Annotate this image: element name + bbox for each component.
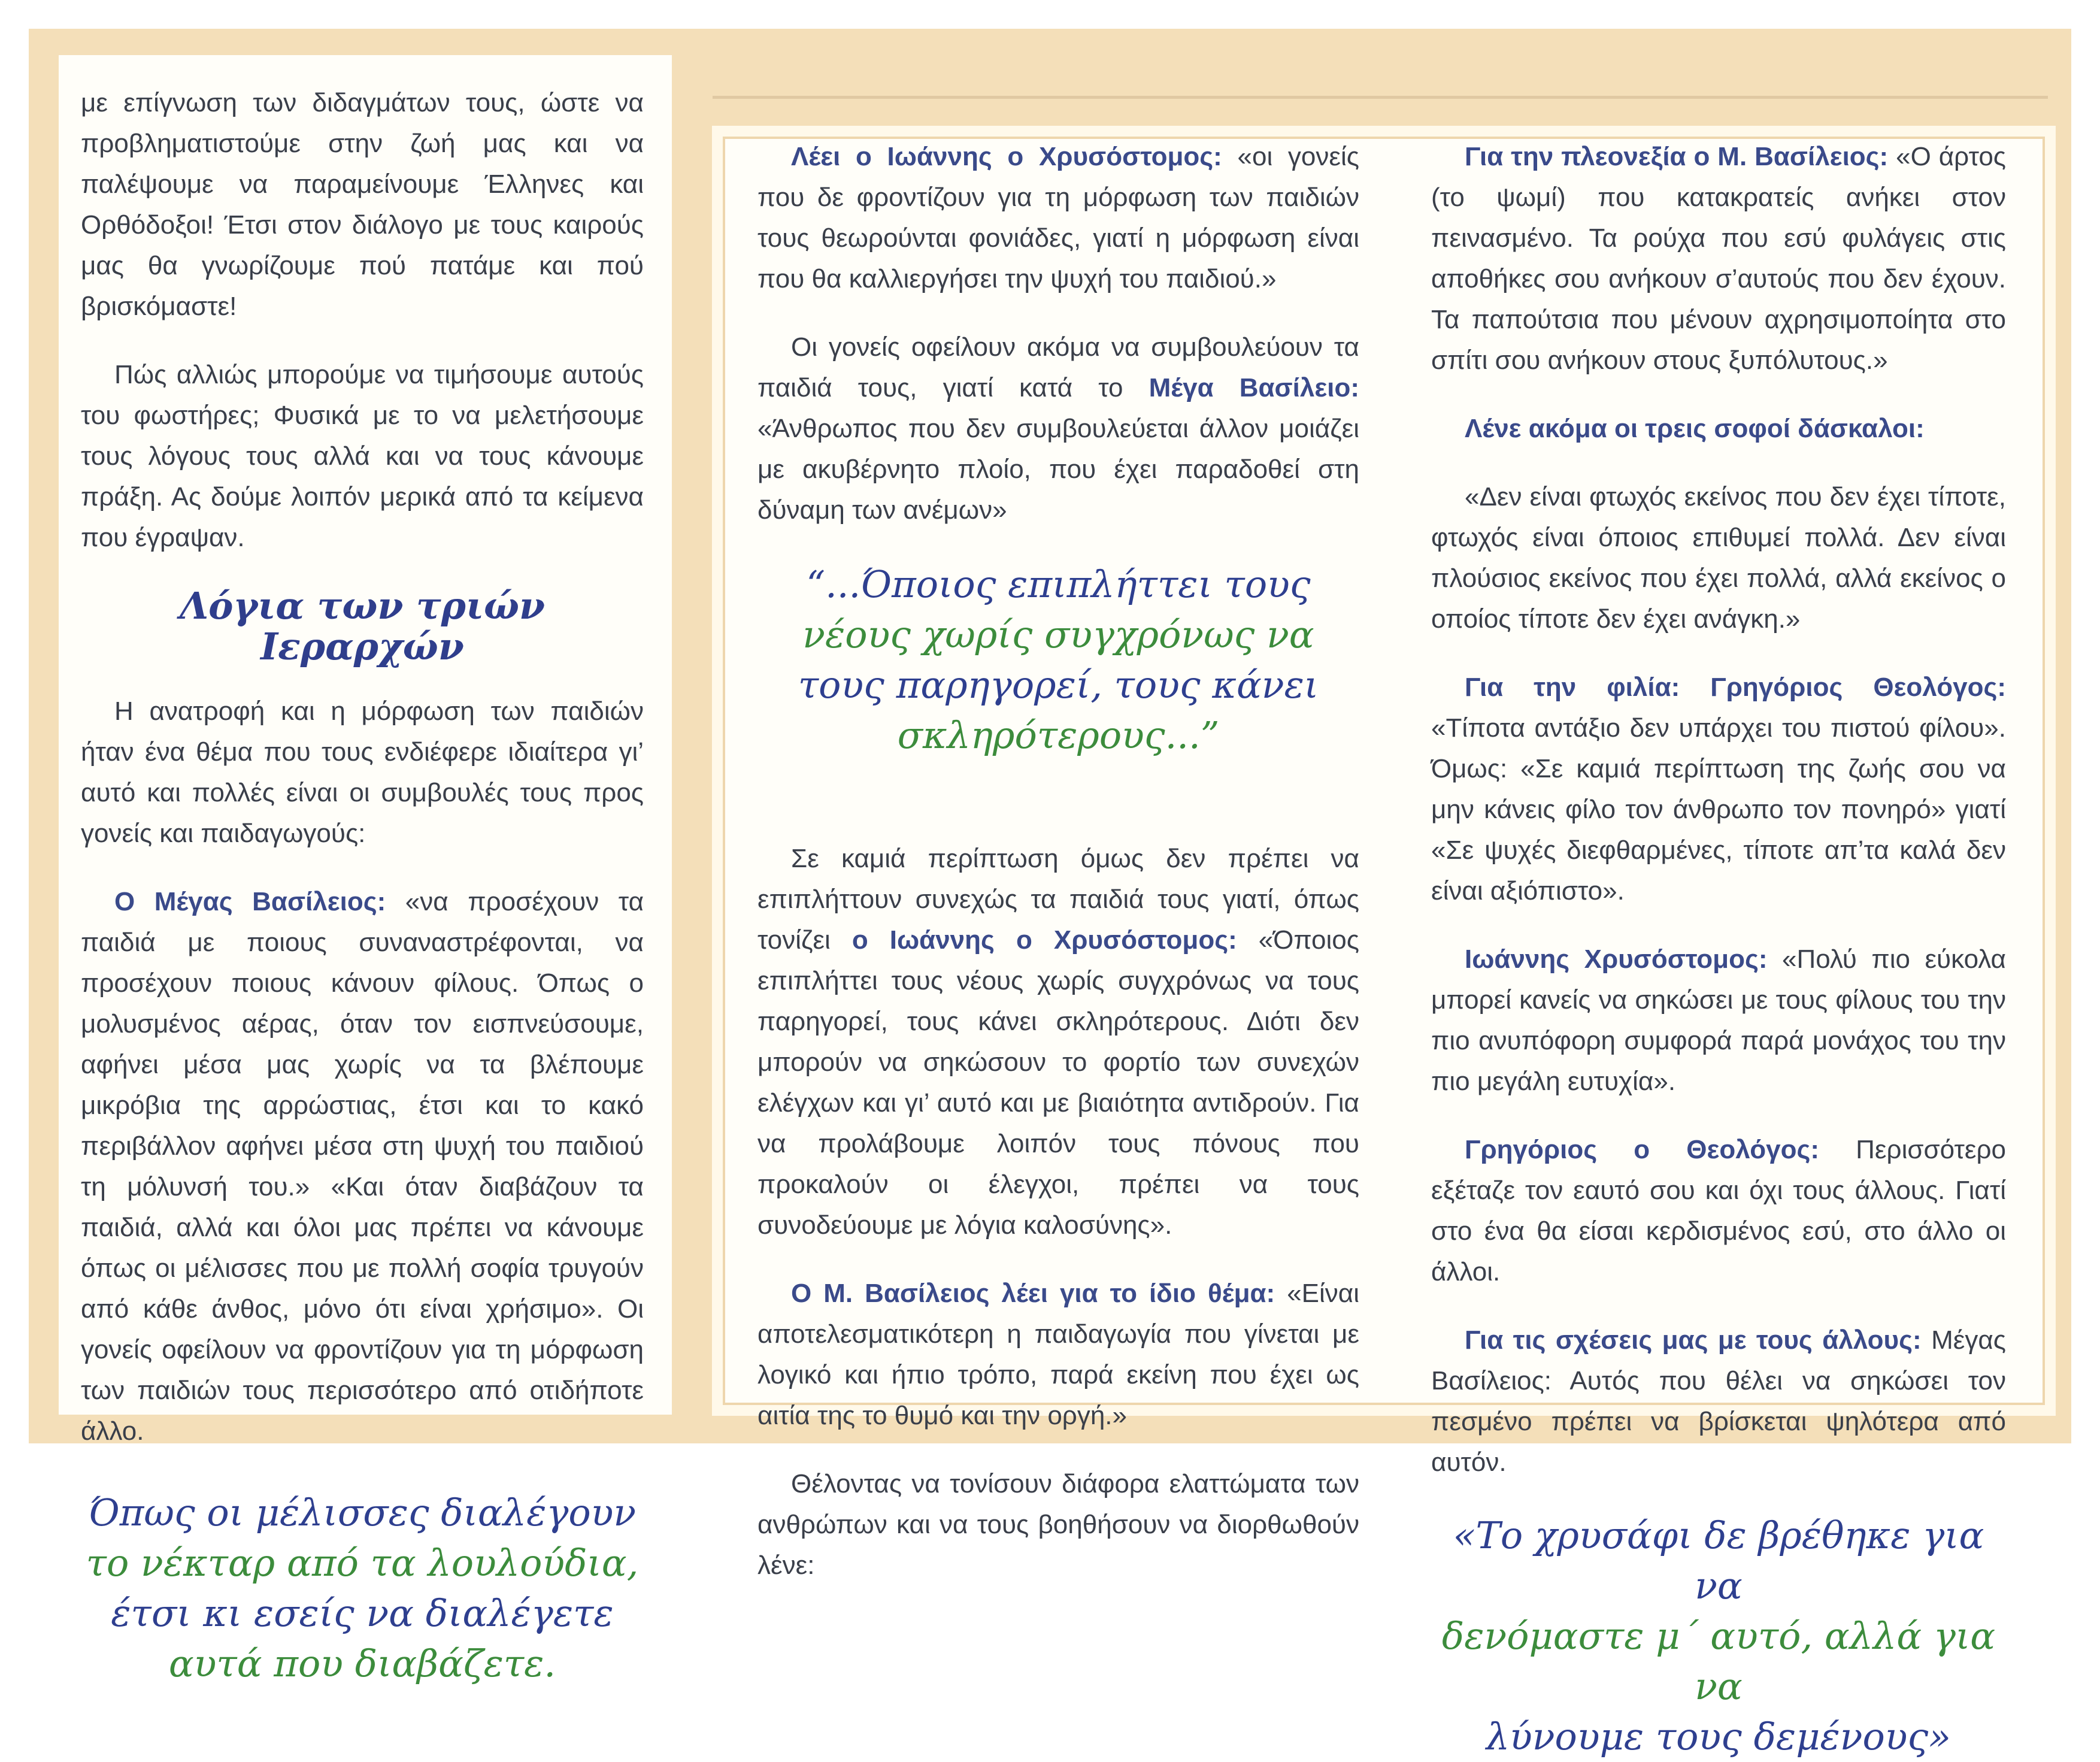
speaker-label: Λέει ο Ιωάννης ο Χρυσόστομος: xyxy=(791,142,1222,171)
paragraph xyxy=(1431,667,2006,912)
quote-line: Όπως οι μέλισσες διαλέγουν xyxy=(88,1491,637,1534)
paragraph-text: «Ο άρτος (το ψωμί) που κατακρατείς ανήκει στον πεινασμένο. Τα ρούχα που εσύ φυλάγεις στις αποθήκες σου ανήκουν σ’αυτούς που δεν έχουν. Τα παπούτσια που μένουν αχρησιμοποίητα στο σπίτι σου ανήκουν στους ξυπόλυτους.» xyxy=(1431,142,2007,375)
column-2 xyxy=(757,137,1359,1613)
paragraph-text: Οι γονείς οφείλουν ακόμα να συμβουλεύουν τα παιδιά τους, γιατί κατά το xyxy=(757,332,1359,402)
speaker-label: Ο Μ. Βασίλειος λέει για το ίδιο θέμα: xyxy=(791,1279,1275,1308)
paragraph: «Δεν είναι φτωχός εκείνος που δεν έχει τίποτε, φτωχός είναι όποιος επιθυμεί πολλά. Δεν είναι πλούσιος εκείνος που έχει πολλά, αλλά εκείνος ο οποίος τίποτε δεν έχει ανάγκη.» xyxy=(1431,482,2006,634)
speaker-label: Για την πλεονεξία ο Μ. Βασίλειος: xyxy=(1465,142,1889,171)
speaker-label: Ο Μέγας Βασίλειος: xyxy=(114,887,386,916)
speaker-label: Γρηγόριος ο Θεολόγος: xyxy=(1465,1135,1819,1164)
column-3 xyxy=(1431,137,2006,1762)
paragraph xyxy=(1431,1320,2006,1483)
paragraph xyxy=(81,882,644,1452)
quote-line: λύνουμε τους δεμένους» xyxy=(1486,1715,1951,1758)
divider-line xyxy=(713,96,2048,99)
paragraph xyxy=(1431,137,2006,381)
pull-quote xyxy=(81,1488,644,1689)
paragraph: Η ανατροφή και η μόρφωση των παιδιών ήταν ένα θέμα που τους ενδιέφερε ιδιαίτερα γι’ αυτό και πολλές είναι οι συμβουλές τους προς γονείς και παιδαγωγούς: xyxy=(81,697,644,848)
quote-line: αυτά που διαβάζετε. xyxy=(168,1642,556,1685)
quote-line: “...Όποιος επιπλήττει τους xyxy=(806,562,1311,606)
paragraph: Θέλοντας να τονίσουν διάφορα ελαττώματα των ανθρώπων και να τους βοηθήσουν να διορθωθούν λένε: xyxy=(757,1469,1359,1580)
paragraph-text: «να προσέχουν τα παιδιά με ποιους συναναστρέφονται, να προσέχουν ποιους κάνουν φίλους. Όπως ο μολυσμένος αέρας, όταν τον εισπνεύσουμε, αφήνει μέσα μας χωρίς να τα βλέπουμε μικρόβια της αρρώστιας, έτσι και το κακό περιβάλλον αφήνει μέσα στη ψυχή του παιδιού τη μόλυνσή του.» «Και όταν διαβάζουν τα παιδιά, αλλά και όλοι μας πρέπει να κάνουμε όπως οι μέλισσες που με πολλή σοφία τρυγούν από κάθε άνθος, μόνο ότι είναι χρήσιμο». Οι γονείς οφείλουν να φροντίζουν για τη μόρφωση των παιδιών τους περισσότερο από οτιδήποτε άλλο. xyxy=(81,887,644,1446)
speaker-label: Για την φιλία: Γρηγόριος Θεολόγος: xyxy=(1465,673,2006,702)
paragraph: με επίγνωση των διδαγμάτων τους, ώστε να προβληματιστούμε στην ζωή μας και να παλέψουμε να παραμείνουμε Έλληνες και Ορθόδοξοι! Έτσι στον διάλογο με τους καιρούς μας θα γνωρίζουμε πού πατάμε και πού βρισκόμαστε! xyxy=(81,88,644,321)
quote-line: νέους χωρίς συγχρόνως να xyxy=(802,613,1314,656)
paragraph-text: «οι γονείς που δε φροντίζουν για τη μόρφωση των παιδιών τους θεωρούνται φονιάδες, γιατί η μόρφωση είναι που θα καλλιεργήσει την ψυχή του παιδιού.» xyxy=(757,142,1359,293)
paragraph: Πώς αλλιώς μπορούμε να τιμήσουμε αυτούς του φωστήρες; Φυσικά με το να μελετήσουμε τους λόγους τους αλλά και να τους κάνουμε πράξη. Ας δούμε λοιπόν μερικά από τα κείμενα που έγραψαν. xyxy=(81,360,644,552)
quote-line: τους παρηγορεί, τους κάνει xyxy=(798,663,1319,707)
pull-quote xyxy=(757,559,1359,761)
paragraph-text: «Άνθρωπος που δεν συμβουλεύεται άλλον μοιάζει με ακυβέρνητο πλοίο, που έχει παραδοθεί στη δύναμη των ανέμων» xyxy=(757,414,1359,525)
speaker-label: ο Ιωάννης ο Χρυσόστομος: xyxy=(851,925,1237,955)
speaker-label: Μέγα Βασίλειο: xyxy=(1149,373,1359,402)
quote-line: το νέκταρ από τα λουλούδια, xyxy=(86,1541,639,1585)
paragraph-text: «Όποιος επιπλήττει τους νέους χωρίς συγχρόνως να τους παρηγορεί, τους κάνει σκληρότερους. Διότι δεν μπορούν να σηκώσουν το φορτίο των συνεχών ελέγχων και γι’ αυτό και με βιαιότητα αντιδρούν. Για να προλάβουμε λοιπόν τους πόνους που προκαλούν οι έλεγχοι, πρέπει να τους συνοδεύουμε με λόγια καλοσύνης». xyxy=(757,925,1359,1240)
paragraph xyxy=(757,1273,1359,1436)
paragraph-text: «Πολύ πιο εύκολα μπορεί κανείς να σηκώσει με τους φίλους του την πιο ανυπόφορη συμφορά παρά μονάχος του την πιο μεγάλη ευτυχία». xyxy=(1431,944,2006,1096)
quote-line: «Το χρυσάφι δε βρέθηκε για να xyxy=(1453,1513,1984,1607)
paragraph xyxy=(1431,408,2006,449)
paragraph xyxy=(757,137,1359,299)
speaker-label: Για τις σχέσεις μας με τους άλλους: xyxy=(1465,1325,1922,1355)
quote-line: έτσι κι εσείς να διαλέγετε xyxy=(111,1591,614,1635)
pull-quote xyxy=(1431,1510,2006,1762)
quote-line: δενόμαστε μ΄ αυτό, αλλά για να xyxy=(1441,1614,1996,1708)
paragraph-text: «Τίποτα αντάξιο δεν υπάρχει του πιστού φίλου». Όμως: «Σε καμιά περίπτωση της ζωής σου να μην κάνεις φίλο τον άνθρωπο τον πονηρό» γιατί «Σε ψυχές διεφθαρμένες, τίποτε απ’τα καλά δεν είναι αξιόπιστο». xyxy=(1431,713,2006,906)
paragraph xyxy=(757,327,1359,531)
paragraph-text: «Είναι αποτελεσματικότερη η παιδαγωγία που γίνεται με λογικό και ήπιο τρόπο, παρά εκείνη που έχει ως αιτία της το θυμό και την οργή.» xyxy=(757,1279,1360,1430)
paragraph-text: Σε καμιά περίπτωση όμως δεν πρέπει να επιπλήττουν συνεχώς τα παιδιά τους γιατί, όπως τονίζει xyxy=(757,844,1359,955)
paragraph-text: Περισσότερο εξέταζε τον εαυτό σου και όχι τους άλλους. Γιατί στο ένα θα είσαι κερδισμένος εσύ, στο άλλο οι άλλοι. xyxy=(1431,1135,2006,1286)
paragraph xyxy=(1431,939,2006,1102)
quote-line: σκληρότερους...” xyxy=(897,713,1220,757)
paragraph-text: Μέγας Βασίλειος: Αυτός που θέλει να σηκώσει τον πεσμένο πρέπει να βρίσκεται ψηλότερα από αυτόν. xyxy=(1431,1325,2006,1477)
section-heading: Λόγια των τριών Ιεραρχών xyxy=(179,584,546,668)
paragraph xyxy=(1431,1130,2006,1292)
speaker-label: Ιωάννης Χρυσόστομος: xyxy=(1465,944,1768,974)
column-1 xyxy=(81,83,644,1689)
paragraph xyxy=(757,838,1359,1246)
speaker-label: Λένε ακόμα οι τρεις σοφοί δάσκαλοι: xyxy=(1465,414,1925,443)
